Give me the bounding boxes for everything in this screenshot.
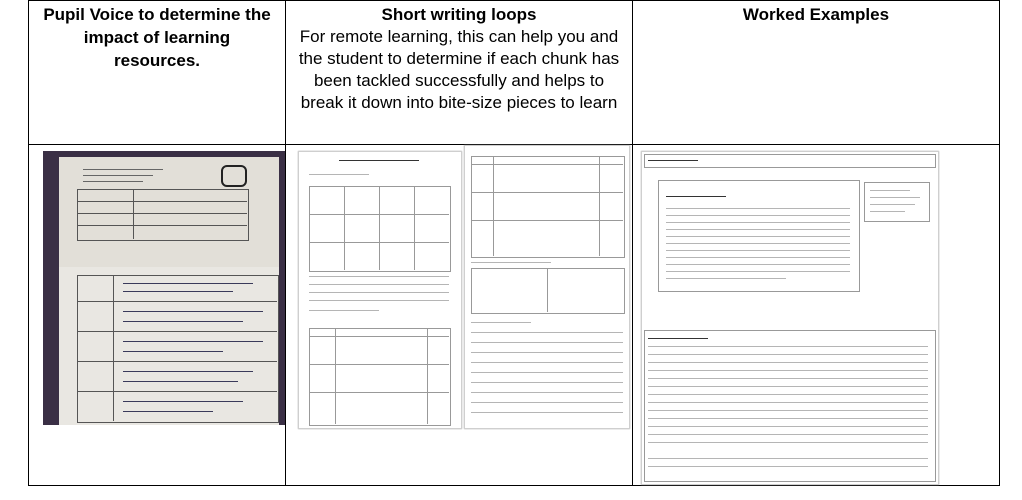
content-row	[29, 145, 1000, 486]
header-cell-writing-loops	[286, 1, 633, 145]
pupil-voice-image-cell	[29, 145, 286, 486]
pupil-voice-heading: Pupil Voice to determine the impact of learning resources.	[43, 5, 271, 70]
writing-loops-description: For remote learning, this can help you and the student to determine if each chunk has been tackled successfully and helps to break it down into bite-size pieces to learn	[298, 27, 620, 112]
worked-example-worksheet	[641, 151, 939, 485]
header-cell-pupil-voice	[29, 1, 286, 145]
resources-table	[28, 0, 1000, 486]
header-cell-worked-examples	[633, 1, 1000, 145]
worked-examples-image-cell	[633, 145, 1000, 486]
writing-loops-heading: Short writing loops	[381, 5, 537, 24]
writing-loops-image-cell	[286, 145, 633, 486]
writing-loops-worksheet-left	[298, 151, 462, 429]
header-row	[29, 1, 1000, 145]
worked-examples-heading: Worked Examples	[742, 5, 890, 24]
pupil-voice-photo	[43, 151, 285, 425]
writing-loops-worksheet-right	[464, 145, 630, 429]
